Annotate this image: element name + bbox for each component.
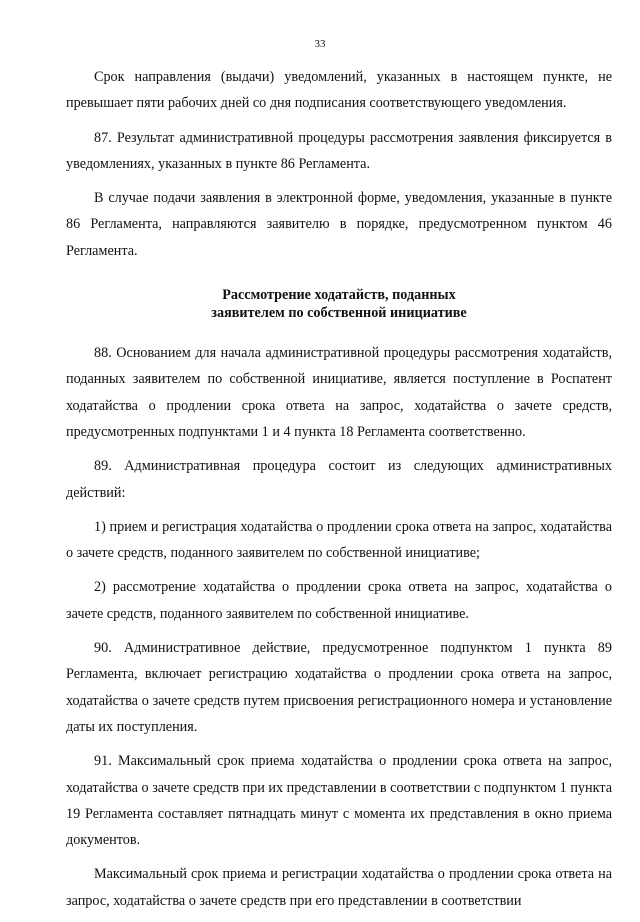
paragraph: 87. Результат административной процедуры рассмотрения заявления фиксируется в уведомлениях, указанных в пункте 86 Регламента.: [66, 129, 612, 172]
document-body: [66, 64, 612, 922]
paragraph: 88. Основанием для начала административной процедуры рассмотрения ходатайств, поданных заявителем по собственной инициативе, является поступление в Роспатент ходатайства о продлении срока ответа на запрос, ходатайства о зачете средств, предусмотренных подпунктами 1 и 4 пункта 18 Регламента соответственно.: [66, 345, 612, 440]
section-heading-line: Рассмотрение ходатайств, поданных: [222, 287, 456, 304]
paragraph: 89. Административная процедура состоит из следующих административных действий:: [66, 458, 612, 501]
paragraph: Максимальный срок приема и регистрации ходатайства о продлении срока ответа на запрос, ходатайства о зачете средств при его представлении в соответствии: [66, 866, 612, 909]
section-heading-line: заявителем по собственной инициативе: [211, 305, 467, 322]
paragraph: 1) прием и регистрация ходатайства о продлении срока ответа на запрос, ходатайства о зачете средств, поданного заявителем по собственной инициативе;: [66, 518, 612, 562]
paragraph: 90. Административное действие, предусмотренное подпунктом 1 пункта 89 Регламента, включает регистрацию ходатайства о продлении срока ответа на запрос, ходатайства о зачете средств путем присвоения регистрационного номера и установление даты их поступления.: [66, 640, 612, 735]
paragraph: В случае подачи заявления в электронной форме, уведомления, указанные в пункте 86 Регламента, направляются заявителю в порядке, предусмотренном пунктом 46 Регламента.: [66, 190, 612, 259]
page-number: 33: [314, 38, 326, 50]
section-heading: [66, 286, 612, 322]
paragraph: 91. Максимальный срок приема ходатайства о продлении срока ответа на запрос, ходатайства о зачете средств при их представлении в соответствии с подпунктом 1 пункта 19 Регламента составляет пятнадцать минут с момента их представления в окно приема документов.: [66, 753, 612, 849]
paragraph: Срок направления (выдачи) уведомлений, указанных в настоящем пункте, не превышает пяти рабочих дней со дня подписания соответствующего уведомления.: [66, 69, 612, 112]
paragraph: 2) рассмотрение ходатайства о продлении срока ответа на запрос, ходатайства о зачете средств, поданного заявителем по собственной инициативе.: [66, 579, 612, 622]
